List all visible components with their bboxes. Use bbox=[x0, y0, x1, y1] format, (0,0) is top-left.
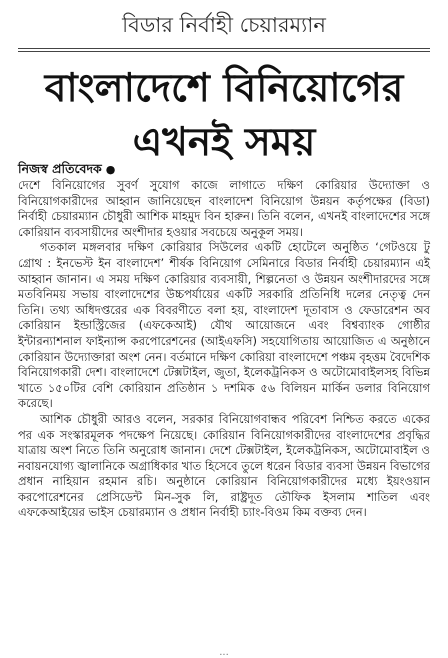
byline-bullet-icon: ● bbox=[105, 163, 116, 176]
article-body bbox=[18, 178, 430, 521]
paragraph: আশিক চৌধুরী আরও বলেন, সরকার বিনিয়োগবান্ধব পরিবেশ নিশ্চিত করতে একের পর এক সংস্কারমূলক পদক্ষেপ নিয়েছে। কোরিয়ান বিনিয়োগকারীদের বাংলাদেশের প্রবৃদ্ধির যাত্রায় অংশ নিতে তিনি অনুরোধ জানান। দেশে টেক্সটাইল, ইলেকট্রনিকস, অটোমোবাইল ও নবায়নযোগ্য জ্বালানিকে অগ্রাধিকার খাত হিসেবে তুলে ধরেন বিডার ব্যবসা উন্নয়ন বিভাগের প্রধান নাহিয়ান রহমান রচি। অনুষ্ঠানে কোরিয়ান বিনিয়োগকারীদের মধ্যে ইয়ংওয়ান করপোরেশনের প্রেসিডেন্ট মিন-সুক লি, রাষ্ট্রদূত তৌফিক ইসলাম শাতিল এবং এফকেআইয়ের ভাইস চেয়ারম্যান ও প্রধান নির্বাহী চ্যাং-বিওম কিম বক্তব্য দেন। bbox=[18, 411, 430, 520]
byline-text: নিজস্ব প্রতিবেদক bbox=[18, 161, 102, 176]
kicker-line: বিডার নির্বাহী চেয়ারম্যান bbox=[122, 13, 326, 37]
byline bbox=[18, 160, 115, 179]
clipping-edge-mark: ... bbox=[219, 647, 229, 658]
paragraph: গতকাল মঙ্গলবার দক্ষিণ কোরিয়ার সিউলের একটি হোটেলে অনুষ্ঠিত ‘গেটওয়ে টু গ্রোথ : ইনভেস্ট ইন বাংলাদেশ’ শীর্ষক বিনিয়োগ সেমিনারে বিডার নির্বাহী চেয়ারম্যান এই আহ্বান জানান। এ সময় দক্ষিণ কোরিয়ার ব্যবসায়ী, শিল্পনেতা ও উন্নয়ন অংশীদারদের সঙ্গে মতবিনিময় সভায় বাংলাদেশের উচ্চপর্যায়ের একটি সরকারি প্রতিনিধি দলের নেতৃত্ব দেন তিনি। তথ্য অধিদপ্তরের এক বিবরণীতে বলা হয়, বাংলাদেশ দূতাবাস ও ফেডারেশন অব কোরিয়ান ইন্ডাস্ট্রিজের (এফকেআই) যৌথ আয়োজনে এবং বিশ্বব্যাংক গোষ্ঠীর ইন্টারন্যাশনাল ফাইন্যান্স করপোরেশনের (আইএফসি) সহযোগিতায় আয়োজিত এ অনুষ্ঠানে কোরিয়ান উদ্যোক্তারা অংশ নেন। বর্তমানে দক্ষিণ কোরিয়া বাংলাদেশে পঞ্চম বৃহত্তম বৈদেশিক বিনিয়োগকারী দেশ। বাংলাদেশে টেক্সটাইল, জুতা, ইলেকট্রনিকস ও অটোমোবাইলসহ বিভিন্ন খাতে ১৫০টির বেশি কোরিয়ান প্রতিষ্ঠান ১ দশমিক ৫৬ বিলিয়ন মার্কিন ডলার বিনিয়োগ করেছে। bbox=[18, 240, 430, 411]
headline-line-2: এখনই সময় bbox=[132, 119, 316, 165]
divider bbox=[18, 48, 430, 49]
headline-line-1: বাংলাদেশে বিনিয়োগের bbox=[44, 65, 404, 111]
paragraph: দেশে বিনিয়োগের সুবর্ণ সুযোগ কাজে লাগাতে দক্ষিণ কোরিয়ার উদ্যোক্তা ও বিনিয়োগকারীদের আহ্বান জানিয়েছেন বাংলাদেশ বিনিয়োগ উন্নয়ন কর্তৃপক্ষের (বিডা) নির্বাহী চেয়ারম্যান চৌধুরী আশিক মাহমুদ বিন হারুন। তিনি বলেন, এখনই বাংলাদেশের সঙ্গে কোরিয়ান ব্যবসায়ীদের অংশীদার হওয়ার সবচেয়ে অনুকূল সময়। bbox=[18, 178, 430, 239]
divider bbox=[18, 51, 430, 52]
